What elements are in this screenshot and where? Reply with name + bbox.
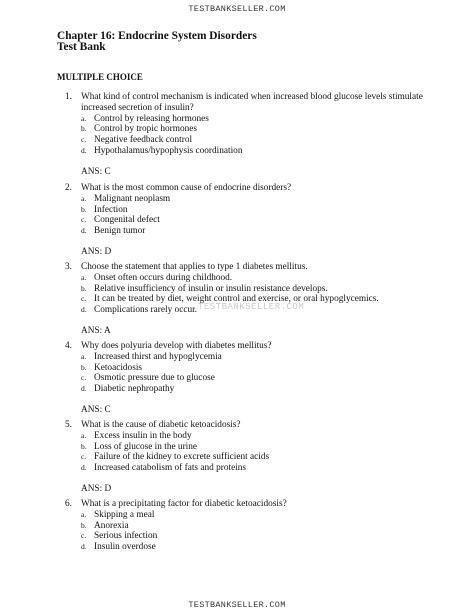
answer-key: ANS: A bbox=[81, 325, 111, 336]
header-site-text: TESTBANKSELLER.COM bbox=[188, 4, 286, 14]
option-list bbox=[57, 194, 457, 237]
section-heading: MULTIPLE CHOICE bbox=[57, 72, 143, 82]
question-number: 2. bbox=[65, 183, 72, 193]
option-a: a. Onset often occurs during childhood. bbox=[81, 272, 233, 283]
option-list bbox=[57, 114, 457, 157]
option-d: d. Insulin overdose bbox=[81, 542, 156, 553]
question-number: 1. bbox=[65, 92, 72, 102]
option-d: d. Increased catabolism of fats and proteins bbox=[81, 463, 247, 474]
answer-key: ANS: C bbox=[81, 404, 111, 415]
option-a: a. Excess insulin in the body bbox=[81, 430, 192, 441]
title-line-1: Chapter 16: Endocrine System Disorders bbox=[57, 30, 257, 42]
option-c: c. Congenital defect bbox=[81, 215, 160, 226]
option-d: d. Complications rarely occur. bbox=[81, 305, 198, 316]
question-1 bbox=[57, 92, 457, 178]
question-stem: What is the cause of diabetic ketoacidosis? bbox=[81, 420, 241, 430]
watermark: TESTBANKSELLER.COM bbox=[198, 302, 305, 312]
question-4 bbox=[57, 341, 457, 416]
option-d: d. Hypothalamus/hypophysis coordination bbox=[81, 145, 243, 156]
question-number: 5. bbox=[65, 420, 72, 430]
question-number: 3. bbox=[65, 262, 72, 272]
question-5 bbox=[57, 420, 457, 495]
option-list bbox=[57, 273, 457, 316]
option-a: a. Skipping a meal bbox=[81, 509, 155, 520]
question-stem: Why does polyuria develop with diabetes mellitus? bbox=[81, 341, 272, 351]
question-stem: Choose the statement that applies to type 1 diabetes mellitus. bbox=[81, 262, 308, 272]
option-c: c. It can be treated by diet, weight control and exercise, or oral hypoglycemics. bbox=[81, 294, 379, 305]
document-title bbox=[57, 31, 257, 53]
option-list bbox=[57, 510, 457, 553]
question-6 bbox=[57, 499, 457, 553]
option-a: a. Malignant neoplasm bbox=[81, 193, 171, 204]
option-b: b. Loss of glucose in the urine bbox=[81, 441, 198, 452]
option-b: b. Ketoacidosis bbox=[81, 362, 143, 373]
option-b: b. Relative insufficiency of insulin or insulin resistance develops. bbox=[81, 283, 328, 294]
question-stem: What kind of control mechanism is indicated when increased blood glucose levels stimulate increased secretion of insulin? bbox=[81, 92, 423, 113]
option-c: c. Serious infection bbox=[81, 531, 158, 542]
option-c: c. Failure of the kidney to excrete sufficient acids bbox=[81, 452, 270, 463]
title-line-2: Test Bank bbox=[57, 41, 106, 53]
option-list bbox=[57, 431, 457, 474]
option-b: b. Control by tropic hormones bbox=[81, 124, 198, 135]
option-a: a. Control by releasing hormones bbox=[81, 113, 209, 124]
answer-key: ANS: D bbox=[81, 246, 112, 257]
question-stem: What is the most common cause of endocrine disorders? bbox=[81, 183, 292, 193]
question-2 bbox=[57, 183, 457, 258]
answer-key: ANS: C bbox=[81, 166, 111, 177]
answer-key: ANS: D bbox=[81, 483, 112, 494]
question-3 bbox=[57, 262, 457, 337]
option-c: c. Osmotic pressure due to glucose bbox=[81, 373, 215, 384]
option-d: d. Diabetic nephropathy bbox=[81, 384, 175, 395]
option-b: b. Anorexia bbox=[81, 520, 129, 531]
option-b: b. Infection bbox=[81, 204, 128, 215]
question-stem: What is a precipitating factor for diabetic ketoacidosis? bbox=[81, 499, 287, 509]
footer-site-text: TESTBANKSELLER.COM bbox=[188, 600, 286, 610]
question-number: 6. bbox=[65, 499, 72, 509]
question-number: 4. bbox=[65, 341, 72, 351]
option-c: c. Negative feedback control bbox=[81, 135, 193, 146]
option-list bbox=[57, 352, 457, 395]
option-a: a. Increased thirst and hypoglycemia bbox=[81, 351, 222, 362]
option-d: d. Benign tumor bbox=[81, 226, 146, 237]
